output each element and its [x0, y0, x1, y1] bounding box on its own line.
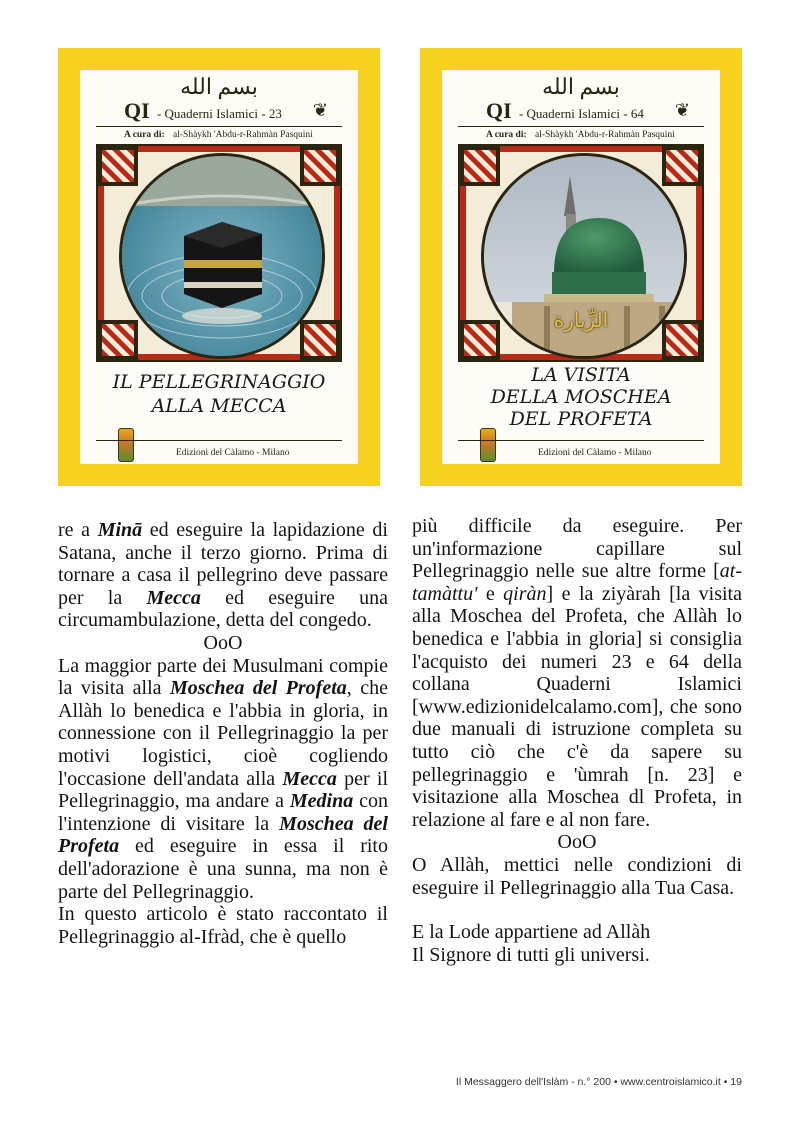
cover-title — [442, 364, 720, 430]
cover-title-line: IL PELLEGRINAGGIO — [112, 371, 326, 393]
text-run: ed eseguire una circumambulazione, detta del congedo. — [58, 586, 388, 632]
series-label: - Quaderni Islamici - 23 — [156, 106, 282, 121]
cover-panel — [442, 70, 720, 464]
curator-label: A cura di: — [486, 130, 527, 140]
article-column-right — [412, 515, 742, 966]
text-run: La maggior parte dei Musulmani compie la visita alla — [58, 654, 388, 700]
cover-publisher: Edizioni del Càlamo - Milano — [538, 448, 652, 458]
divider — [458, 440, 704, 441]
closing-line: Il Signore di tutti gli universi. — [412, 943, 650, 966]
curator-name: al-Shàykh 'Abdu-r-Rahmàn Pasquini — [535, 130, 675, 140]
ornament-icon: ❦ — [674, 100, 690, 120]
text-run: e — [477, 582, 504, 605]
cover-publisher: Edizioni del Càlamo - Milano — [176, 448, 290, 458]
frame-corner-ornament — [460, 146, 500, 186]
cover-title — [80, 370, 358, 418]
curator-label: A cura di: — [124, 130, 165, 140]
cover-curator — [486, 130, 675, 140]
paragraph-gap — [412, 899, 742, 921]
emphasis-tamattu: at-tamàttu' — [412, 560, 742, 605]
text-run: con l'intenzione di visitare la — [58, 790, 388, 835]
article-column-left — [58, 519, 388, 948]
cover-image-frame — [96, 144, 342, 362]
emphasis-qiran: qiràn — [503, 582, 547, 605]
book-cover-pellegrinaggio — [58, 48, 380, 486]
publisher-logo-icon — [118, 428, 134, 462]
section-separator: OoO — [203, 631, 243, 654]
photo-caption: الزِّيارة — [553, 308, 609, 332]
publisher-logo-icon — [480, 428, 496, 462]
text-run: , che Allàh lo benedica e l'abbia in gloria, in connessione con il Pellegrinaggio la per motivi logistici, cioè cogliendo l'occasione dell'andata alla — [58, 677, 388, 790]
series-prefix: QI — [124, 98, 150, 123]
cover-image-frame — [458, 144, 704, 362]
frame-corner-ornament — [98, 320, 138, 360]
paragraph — [58, 519, 388, 632]
ornament-icon: ❦ — [312, 100, 328, 120]
emphasis-mina: Minā — [97, 519, 143, 541]
emphasis-mecca: Mecca — [146, 586, 201, 609]
page-footer: Il Messaggero dell'Islàm - n.° 200 • www.centroislamico.it • 19 — [455, 1076, 742, 1088]
curator-name: al-Shàykh 'Abdu-r-Rahmàn Pasquini — [173, 130, 313, 140]
text-run: più difficile da eseguire. Per un'informazione capillare sul Pellegrinaggio nelle sue altre forme [ — [412, 515, 742, 583]
text-run: ] e la ziyàrah [la visita alla Moschea del Profeta, che Allàh lo benedica e l'abbia in gloria] si consiglia l'acquisto dei numeri 23 e 64 della collana Quaderni Islamici [www.edizionidelcalamo.com], che sono due manuali di istruzione completa su tutto ciò che c'è da sapere su pellegrinaggio e 'ùmrah [n. 23] e visitazione alla Moschea dl Profeta, in relazione al fare e al non fare. — [412, 582, 742, 831]
cover-title-line: ALLA MECCA — [151, 395, 287, 417]
series-label: - Quaderni Islamici - 64 — [518, 106, 644, 121]
cover-calligraphy: بسم الله — [180, 74, 258, 99]
divider — [96, 126, 342, 127]
book-cover-visita-moschea — [420, 48, 742, 486]
emphasis-moschea: Moschea del Profeta — [58, 812, 388, 858]
text-run: ed eseguire in essa il rito dell'adorazione è una sunna, ma non è parte del Pellegrinaggio. — [58, 835, 388, 903]
paragraph — [412, 515, 742, 831]
series-prefix: QI — [486, 98, 512, 123]
closing-line: E la Lode appartiene ad Allàh — [412, 921, 651, 944]
divider — [96, 440, 342, 441]
text-run: ed eseguire la lapidazione di Satana, anche il terzo giorno. Prima di tornare a casa il pellegrino deve passare per la — [58, 519, 388, 609]
cover-calligraphy: بسم الله — [542, 74, 620, 99]
cover-series — [486, 98, 644, 124]
cover-series — [124, 98, 282, 124]
section-separator: OoO — [557, 831, 597, 854]
cover-title-line: DELLA MOSCHEA — [490, 386, 672, 408]
emphasis-moschea: Moschea del Profeta — [169, 677, 347, 700]
cover-title-line: LA VISITA — [531, 364, 631, 386]
paragraph — [58, 655, 388, 904]
cover-title-line: DEL PROFETA — [509, 408, 653, 430]
emphasis-mecca: Mecca — [282, 767, 337, 790]
frame-corner-ornament — [300, 146, 340, 186]
frame-corner-ornament — [98, 146, 138, 186]
frame-corner-ornament — [662, 146, 702, 186]
paragraph: O Allàh, mettici nelle condizioni di eseguire il Pellegrinaggio alla Tua Casa. — [412, 853, 742, 899]
paragraph: In questo articolo è stato raccontato il Pellegrinaggio al-Ifràd, che è quello — [58, 903, 388, 948]
text-run: per il Pellegrinaggio, ma andare a — [58, 767, 389, 813]
frame-corner-ornament — [300, 320, 340, 360]
divider — [458, 126, 704, 127]
kaaba-photo — [119, 153, 325, 359]
emphasis-medina: Medina — [289, 790, 354, 813]
cover-panel — [80, 70, 358, 464]
cover-curator — [124, 130, 313, 140]
text-run: re a — [58, 519, 98, 541]
